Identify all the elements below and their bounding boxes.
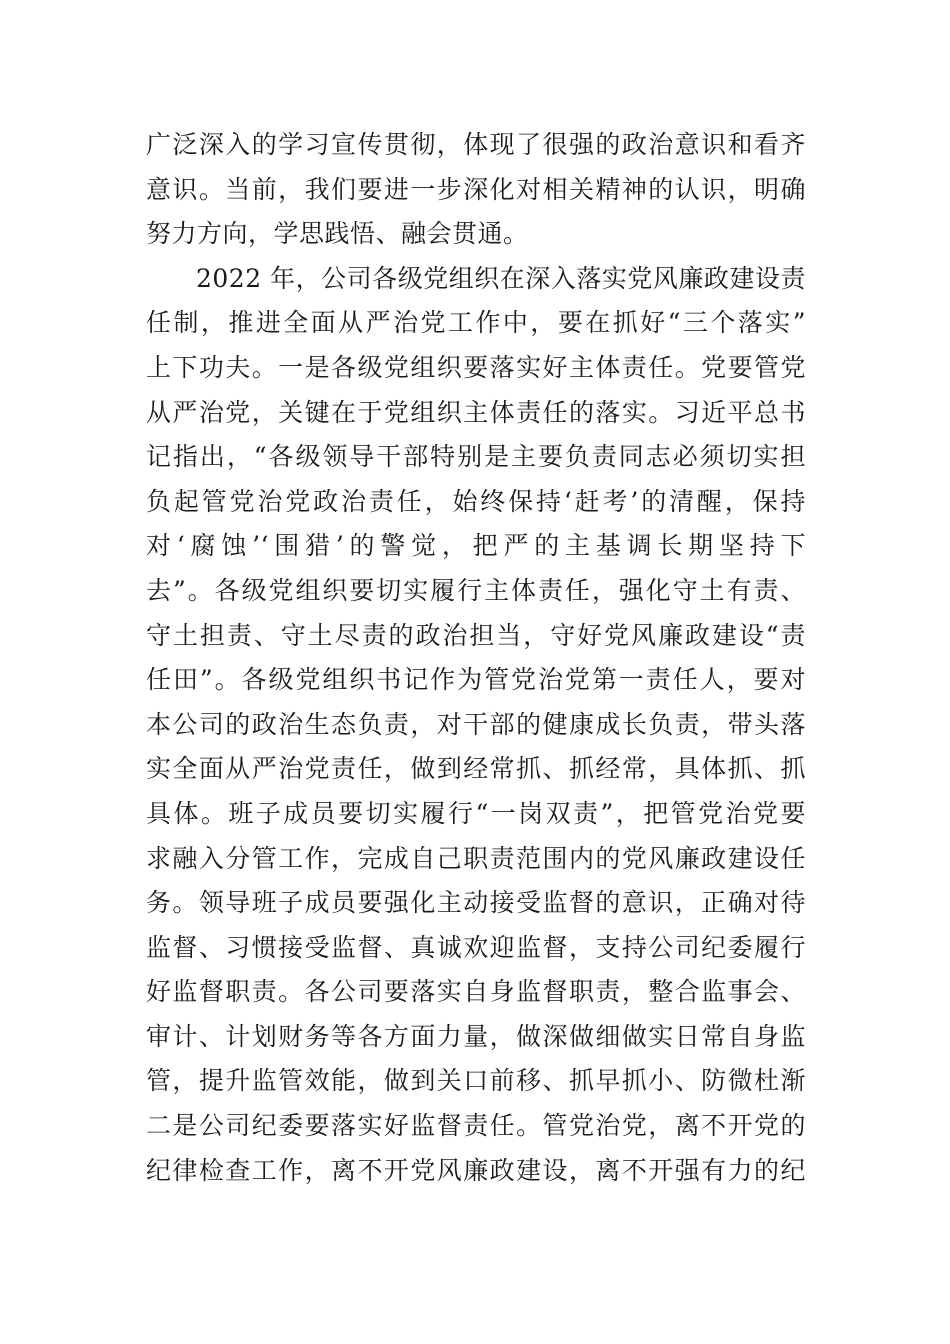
text-line: 努力方向，学思践悟、融会贯通。 xyxy=(146,219,529,249)
text-line: 任制，推进全面从严治党工作中，要在抓好“三个落实” xyxy=(146,308,806,338)
text-line: 管，提升监管效能，做到关口前移、抓早抓小、防微杜渐 xyxy=(146,1066,806,1096)
text-line: 实全面从严治党责任，做到经常抓、抓经常，具体抓、抓 xyxy=(146,754,806,784)
text-line: 任田”。各级党组织书记作为管党治党第一责任人，要对 xyxy=(146,665,806,695)
text-line: 审计、计划财务等各方面力量，做深做细做实日常自身监 xyxy=(146,1021,806,1051)
text-line: 纪律检查工作，离不开党风廉政建设，离不开强有力的纪 xyxy=(146,1155,806,1185)
text-line: 对‘腐蚀’‘围猎’的警觉，把严的主基调长期坚持下 xyxy=(146,531,806,561)
text-line: 广泛深入的学习宣传贯彻，体现了很强的政治意识和看齐 xyxy=(146,130,806,159)
text-line: 二是公司纪委要落实好监督责任。管党治党，离不开党的 xyxy=(146,1111,806,1141)
text-line: 本公司的政治生态负责，对干部的健康成长负责，带头落 xyxy=(146,709,806,739)
document-body xyxy=(146,123,806,1193)
text-line: 2022 年，公司各级党组织在深入落实党风廉政建设责 xyxy=(196,263,806,293)
text-line: 具体。班子成员要切实履行“一岗双责”，把管党治党要 xyxy=(146,798,806,828)
text-line: 意识。当前，我们要进一步深化对相关精神的认识，明确 xyxy=(146,174,806,204)
text-line: 守土担责、守土尽责的政治担当，守好党风廉政建设“责 xyxy=(146,620,806,650)
text-line: 求融入分管工作，完成自己职责范围内的党风廉政建设任 xyxy=(146,843,806,873)
paragraph-1 xyxy=(146,123,806,257)
text-line: 上下功夫。一是各级党组织要落实好主体责任。党要管党 xyxy=(146,352,806,382)
text-line: 负起管党治党政治责任，始终保持‘赶考’的清醒，保持 xyxy=(146,486,806,516)
text-line: 从严治党，关键在于党组织主体责任的落实。习近平总书 xyxy=(146,397,806,427)
text-line: 好监督职责。各公司要落实自身监督职责，整合监事会、 xyxy=(146,977,806,1007)
text-line: 去”。各级党组织要切实履行主体责任，强化守土有责、 xyxy=(146,575,806,605)
paragraph-2 xyxy=(146,257,806,1193)
text-line: 务。领导班子成员要强化主动接受监督的意识，正确对待 xyxy=(146,888,806,918)
text-line: 监督、习惯接受监督、真诚欢迎监督，支持公司纪委履行 xyxy=(146,932,806,962)
text-line: 记指出，“各级领导干部特别是主要负责同志必须切实担 xyxy=(146,442,806,472)
